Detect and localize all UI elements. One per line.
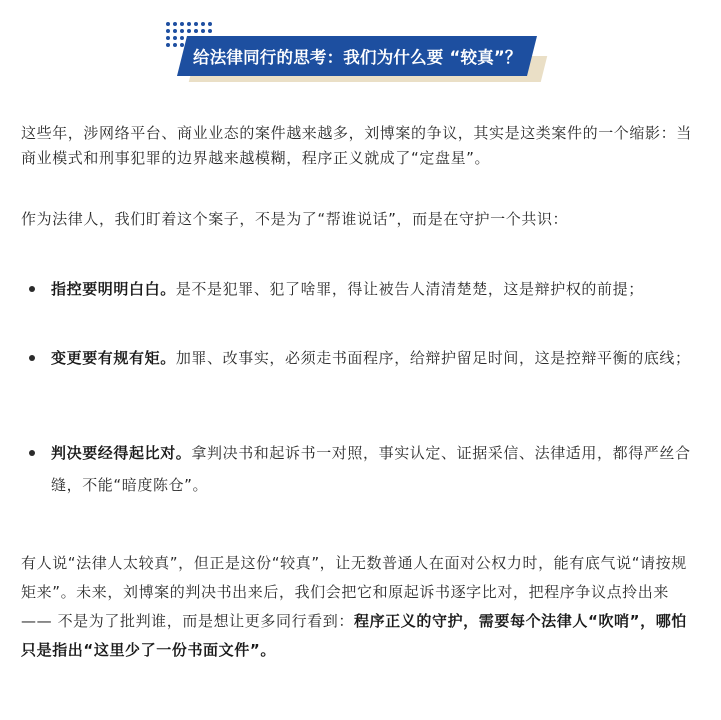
list-item	[51, 342, 701, 374]
list-item-text: 拿判决书和起诉书一对照，事实认定、证据采信、法律适用，都得严丝合缝，不能“暗度陈仓”。	[51, 444, 691, 494]
header-banner	[0, 0, 721, 95]
page-title: 给法律同行的思考：我们为什么要 “较真”？	[192, 48, 522, 67]
list-item	[51, 437, 701, 501]
list-item	[51, 273, 701, 305]
banner-title-bar	[177, 36, 537, 76]
list-item-lead: 判决要经得起比对。	[51, 444, 192, 462]
closing-emphasis: 程序正义的守护，需要每个法律人“吹哨”，哪怕只是指出“这里少了一份书面文件”。	[21, 612, 687, 659]
bullet-icon	[29, 355, 35, 361]
bullet-icon	[29, 450, 35, 456]
list-item-lead: 变更要有规有矩。	[51, 349, 176, 367]
closing-text: 有人说“法律人太较真”，但正是这份“较真”，让无数普通人在面对公权力时，能有底气说“请按规矩来”。未来，刘博案的判决书出来后，我们会把它和原起诉书逐字比对，把程序争议点拎出来 —— 不是为了批判谁，而是想让更多同行看到：	[21, 554, 687, 630]
paragraph-closing	[21, 549, 701, 665]
bullet-icon	[29, 286, 35, 292]
list-item-text: 是不是犯罪、犯了啥罪，得让被告人清清楚楚，这是辩护权的前提；	[175, 280, 644, 298]
list-item-text: 加罪、改事实，必须走书面程序，给辩护留足时间，这是控辩平衡的底线；	[175, 349, 691, 367]
paragraph-intro: 这些年，涉网络平台、商业业态的案件越来越多，刘博案的争议，其实是这类案件的一个缩影：当商业模式和刑事犯罪的边界越来越模糊，程序正义就成了“定盘星”。	[21, 124, 692, 167]
paragraph-consensus: 作为法律人，我们盯着这个案子，不是为了“帮谁说话”，而是在守护一个共识：	[21, 210, 569, 228]
list-item-lead: 指控要明明白白。	[51, 280, 176, 298]
